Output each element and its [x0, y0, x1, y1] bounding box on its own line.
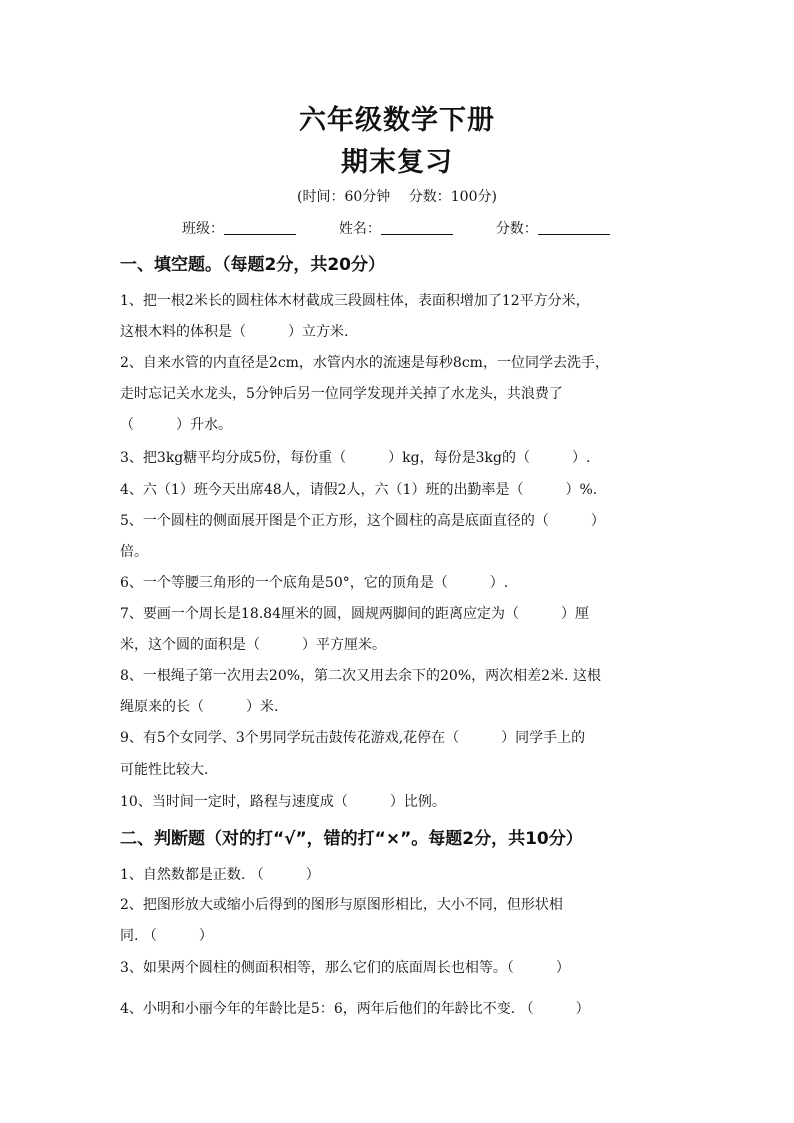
question-line: 9、有5个女同学、3个男同学玩击鼓传花游戏,花停在（ ）同学手上的 — [120, 730, 586, 746]
question-line: 3、如果两个圆柱的侧面积相等，那么它们的底面周长也相等。（ ） — [120, 960, 570, 976]
question-line: 这根木料的体积是（ ）立方米. — [120, 324, 349, 340]
question-line: 走时忘记关水龙头，5分钟后另一位同学发现并关掉了水龙头，共浪费了 — [120, 386, 563, 402]
question-line: 8、一根绳子第一次用去20%，第二次又用去余下的20%，两次相差2米. 这根 — [120, 668, 601, 684]
question-line: 4、六（1）班今天出席48人，请假2人，六（1）班的出勤率是（ ）%. — [120, 482, 598, 498]
question-line: 10、当时间一定时，路程与速度成（ ）比例。 — [120, 794, 446, 810]
question-line: 5、一个圆柱的侧面展开图是个正方形，这个圆柱的高是底面直径的（ ） — [120, 513, 605, 529]
question-line: 1、自然数都是正数. （ ） — [120, 867, 320, 883]
question-line: 1、把一根2米长的圆柱体木材截成三段圆柱体，表面积增加了12平方分米， — [120, 293, 590, 309]
question-line: 2、把图形放大或缩小后得到的图形与原图形相比，大小不同，但形状相 — [120, 897, 563, 913]
class-blank[interactable] — [224, 220, 296, 235]
question-line: 2、自来水管的内直径是2cm，水管内水的流速是每秒8cm，一位同学去洗手， — [120, 355, 609, 371]
score-label: 分数： — [495, 221, 538, 237]
score-blank[interactable] — [538, 220, 610, 235]
name-label: 姓名： — [338, 221, 381, 237]
question-line: 米，这个圆的面积是（ ）平方厘米。 — [120, 637, 386, 653]
question-line: 倍。 — [120, 544, 148, 560]
section-heading-fill-in: 一、填空题。（每题2分，共20分） — [120, 255, 385, 275]
question-line: 可能性比较大. — [120, 762, 209, 778]
exam-title: 六年级数学下册 — [299, 105, 495, 136]
time-score-info: (时间：60分钟 分数：100分) — [297, 189, 497, 205]
question-line: 绳原来的长（ ）米. — [120, 699, 279, 715]
question-line: （ ）升水。 — [120, 417, 232, 433]
exam-subtitle: 期末复习 — [341, 147, 453, 178]
class-label: 班级： — [182, 221, 224, 237]
question-line: 7、要画一个周长是18.84厘米的圆，圆规两脚间的距离应定为（ ）厘 — [120, 606, 589, 622]
section-heading-true-false: 二、判断题（对的打“√”，错的打“×”。每题2分，共10分） — [120, 829, 583, 849]
name-blank[interactable] — [381, 220, 453, 235]
question-line: 4、小明和小丽今年的年龄比是5：6，两年后他们的年龄比不变. （ ） — [120, 1001, 590, 1017]
question-line: 同. （ ） — [120, 928, 213, 944]
question-line: 3、把3kg糖平均分成5份，每份重（ ）kg，每份是3kg的（ ）. — [120, 450, 591, 466]
question-line: 6、一个等腰三角形的一个底角是50°，它的顶角是（ ）. — [120, 575, 509, 591]
student-info-row — [182, 218, 610, 238]
